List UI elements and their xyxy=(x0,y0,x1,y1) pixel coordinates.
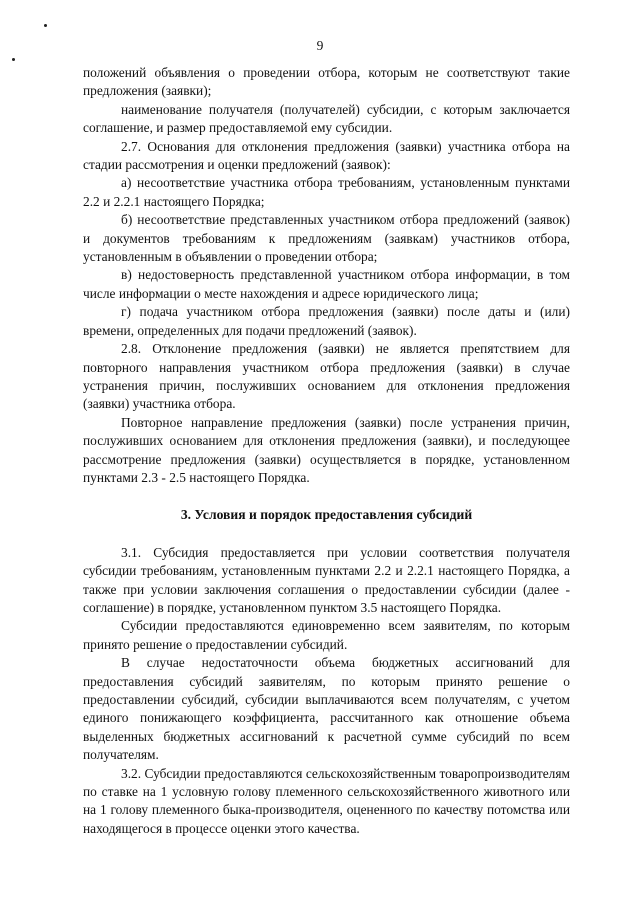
paragraph: наименование получателя (получателей) субсидии, с которым заключается соглашение, и размер предоставляемой ему субсидии. xyxy=(83,101,570,136)
paragraph: положений объявления о проведении отбора, которым не соответствуют такие предложения (заявки); xyxy=(83,65,570,99)
paragraph: Повторное направление предложения (заявки) после устранения причин, послуживших основанием для отклонения предложения (заявки), и последующее рассмотрение предложения (заявки) осуществляется в порядке, установленном пунктами 2.3 - 2.5 настоящего Порядка. xyxy=(83,414,570,485)
scan-speck xyxy=(44,24,47,27)
paragraph: 2.8. Отклонение предложения (заявки) не является препятствием для повторного направления участником отбора предложения (заявки) в случае устранения причин, послуживших основанием для отклонения предложения (заявки) участника отбора. xyxy=(83,341,570,412)
paragraph: г) подача участником отбора предложения (заявки) после даты и (или) времени, определенных для подачи предложений (заявок). xyxy=(83,304,570,338)
paragraph: в) недостоверность представленной участником отбора информации, в том числе информации о месте нахождения и адресе юридического лица; xyxy=(83,267,570,301)
page-number: 9 xyxy=(316,38,324,53)
section-heading: 3. Условия и порядок предоставления субсидий xyxy=(180,507,473,523)
document-body xyxy=(83,64,570,838)
paragraph: 2.7. Основания для отклонения предложения (заявки) участника отбора на стадии рассмотрения и оценки предложений (заявок): xyxy=(83,138,570,173)
paragraph: 3.2. Субсидии предоставляются сельскохозяйственным товаропроизводителям по ставке на 1 условную голову племенного сельскохозяйственного животного или на 1 голову племенного быка-производителя, оцененного по качеству потомства или находящегося в процессе оценки этого качества. xyxy=(83,765,570,836)
paragraph: 3.1. Субсидия предоставляется при условии соответствия получателя субсидии требованиям, установленным пунктами 2.2 и 2.2.1 настоящего Порядка, а также при условии заключения соглашения о предоставлении субсидии (далее - соглашение) в порядке, установленном пунктом 3.5 настоящего Порядка. xyxy=(83,544,570,615)
paragraph: В случае недостаточности объема бюджетных ассигнований для предоставления субсидий заявителям, по которым принято решение о предоставлении субсидий, субсидии выплачиваются всем получателям, с учетом единого понижающего коэффициента, рассчитанного как отношение объема выделенных бюджетных ассигнований к расчетной сумме субсидий по всем получателям. xyxy=(83,655,570,763)
paragraph: Субсидии предоставляются единовременно всем заявителям, по которым принято решение о предоставлении субсидий. xyxy=(83,618,570,652)
scan-speck xyxy=(12,58,15,61)
paragraph: а) несоответствие участника отбора требованиям, установленным пунктами 2.2 и 2.2.1 настоящего Порядка; xyxy=(83,175,570,209)
paragraph: б) несоответствие представленных участником отбора предложений (заявок) и документов требованиям к предложениям (заявкам) участников отбора, установленным в объявлении о проведении отбора; xyxy=(83,212,570,265)
